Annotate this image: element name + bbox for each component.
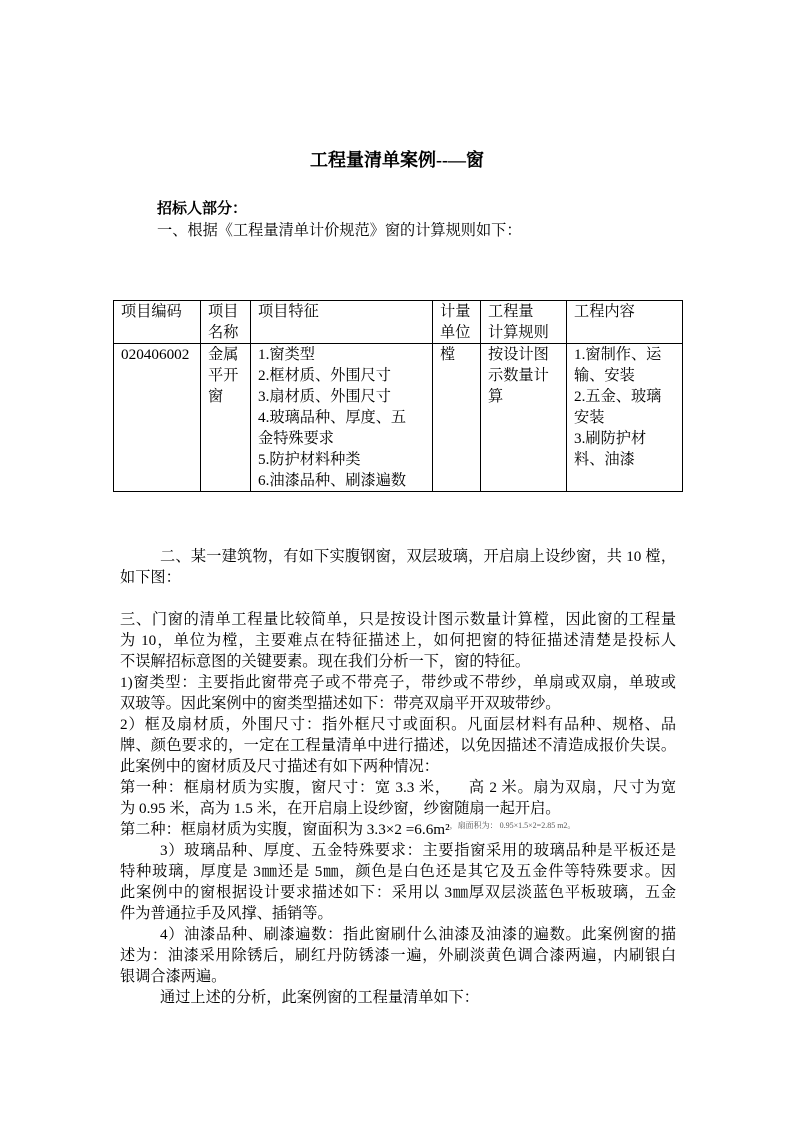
body-line: 为 0.95 米，高为 1.5 米，在开启扇上设纱窗，纱窗随扇一起开启。 <box>120 800 561 817</box>
body-line: 通过上述的分析，此案例窗的工程量清单如下： <box>160 989 479 1006</box>
cell-features-line: 5.防护材料种类 <box>258 451 361 468</box>
header-code <box>114 301 201 344</box>
cell-unit <box>433 344 481 492</box>
paragraph-conclusion <box>120 987 676 1008</box>
header-content-line: 工程内容 <box>574 303 635 320</box>
header-features <box>251 301 433 344</box>
header-rule-line: 计算规则 <box>488 324 549 341</box>
rule-intro: 一、根据《工程量清单计价规范》窗的计算规则如下： <box>157 222 522 239</box>
body-line: 此案例中的窗根据设计要求描述如下：采用以 3㎜厚双层淡蓝色平板玻璃，五金 <box>120 884 676 901</box>
cell-rule-line: 示数量计 <box>488 367 549 384</box>
body-line: 2）框及扇材质，外围尺寸：指外框尺寸或面积。凡面层材料有品种、规格、品 <box>120 716 676 733</box>
cell-features <box>251 344 433 492</box>
header-rule-line: 工程量 <box>488 303 534 320</box>
cell-rule <box>481 344 567 492</box>
cell-code <box>114 344 201 492</box>
case-two-text: 第二种：框扇材质为实腹，窗面积为 3.3×2 =6.6m² <box>120 821 450 838</box>
cell-features-line: 2.框材质、外围尺寸 <box>258 367 391 384</box>
body-line: 3）玻璃品种、厚度、五金特殊要求：主要指窗采用的玻璃品种是平板还是 <box>160 842 676 859</box>
body-line: 如下图： <box>120 569 181 586</box>
body-line: 4）油漆品种、刷漆遍数：指此窗刷什么油漆及油漆的遍数。此案例窗的描 <box>160 926 676 943</box>
cell-content-line: 料、油漆 <box>574 451 635 468</box>
bill-of-quantities-table <box>113 300 683 492</box>
blank-line <box>120 588 676 609</box>
header-rule <box>481 301 567 344</box>
cell-name-line: 平开 <box>208 367 239 384</box>
cell-rule-line: 算 <box>488 388 504 405</box>
cell-name <box>201 344 251 492</box>
paragraph-building <box>120 546 676 588</box>
body-line: 为 10，单位为樘，主要难点在特征描述上，如何把窗的特征描述清楚是投标人 <box>120 632 676 649</box>
cell-features-line: 金特殊要求 <box>258 430 334 447</box>
page-title: 工程量清单案例--—窗 <box>310 150 484 170</box>
cell-content-line: 2.五金、玻璃 <box>574 388 662 405</box>
body-line: 三、门窗的清单工程量比较简单，只是按设计图示数量计算樘，因此窗的工程量 <box>120 611 676 628</box>
paragraph-analysis <box>120 609 676 672</box>
header-unit-line: 计量 <box>440 303 471 320</box>
cell-code-line: 020406002 <box>121 346 190 363</box>
table-row <box>114 344 683 492</box>
body-line: 特种玻璃，厚度是 3㎜还是 5㎜，颜色是白色还是其它及五金件等特殊要求。因 <box>120 863 676 880</box>
cell-content <box>567 344 683 492</box>
paragraph-frame-material <box>120 714 676 777</box>
body-text <box>120 546 676 1008</box>
cell-features-line: 6.油漆品种、刷漆遍数 <box>258 472 407 489</box>
cell-features-line: 4.玻璃品种、厚度、五 <box>258 409 407 426</box>
body-line: 述为：油漆采用除锈后，刷红丹防锈漆一遍，外刷淡黄色调合漆两遍，内刷银白 <box>120 947 676 964</box>
body-line: 件为普通拉手及风撑、插销等。 <box>120 905 333 922</box>
header-features-line: 项目特征 <box>258 303 319 320</box>
body-line: 不误解招标意图的关键要素。现在我们分析一下，窗的特征。 <box>120 653 531 670</box>
paragraph-window-type <box>120 672 676 714</box>
cell-content-line: 3.刷防护材 <box>574 430 647 447</box>
cell-features-line: 3.扇材质、外围尺寸 <box>258 388 391 405</box>
tenderer-heading: 招标人部分： <box>157 201 248 217</box>
header-code-line: 项目编码 <box>121 303 182 320</box>
paragraph-glass <box>120 840 676 924</box>
body-line: 银调合漆两遍。 <box>120 968 227 985</box>
cell-name-line: 窗 <box>208 388 224 405</box>
cell-rule-line: 按设计图 <box>488 346 549 363</box>
paragraph-paint <box>120 924 676 987</box>
header-name-line: 名称 <box>208 324 239 341</box>
cell-content-line: 安装 <box>574 409 605 426</box>
body-line: 双玻等。因此案例中的窗类型描述如下：带亮双扇平开双玻带纱。 <box>120 695 561 712</box>
table-header-row <box>114 301 683 344</box>
header-unit <box>433 301 481 344</box>
header-unit-line: 单位 <box>440 324 471 341</box>
paragraph-case-one <box>120 777 676 819</box>
case-two-note: ，扇面积为： 0.95×1.5×2=2.85 m2。 <box>449 821 576 830</box>
cell-content-line: 输、安装 <box>574 367 635 384</box>
header-name-line: 项目 <box>208 303 239 320</box>
body-line: 此案例中的窗材质及尺寸描述有如下两种情况： <box>120 758 439 775</box>
body-line: 二、某一建筑物，有如下实腹钢窗，双层玻璃，开启扇上设纱窗，共 10 樘， <box>160 548 676 565</box>
body-line: 牌、颜色要求的，一定在工程量清单中进行描述，以免因描述不清造成报价失误。 <box>120 737 676 754</box>
header-content <box>567 301 683 344</box>
header-name <box>201 301 251 344</box>
cell-name-line: 金属 <box>208 346 239 363</box>
body-line: 1)窗类型：主要指此窗带亮子或不带亮子，带纱或不带纱，单扇或双扇，单玻或 <box>120 674 676 691</box>
cell-content-line: 1.窗制作、运 <box>574 346 662 363</box>
body-line: 第一种：框扇材质为实腹，窗尺寸：宽 3.3 米， 高 2 米。扇为双扇，尺寸为宽 <box>120 779 676 796</box>
cell-features-line: 1.窗类型 <box>258 346 315 363</box>
cell-unit-line: 樘 <box>440 346 456 363</box>
paragraph-case-two <box>120 819 676 840</box>
